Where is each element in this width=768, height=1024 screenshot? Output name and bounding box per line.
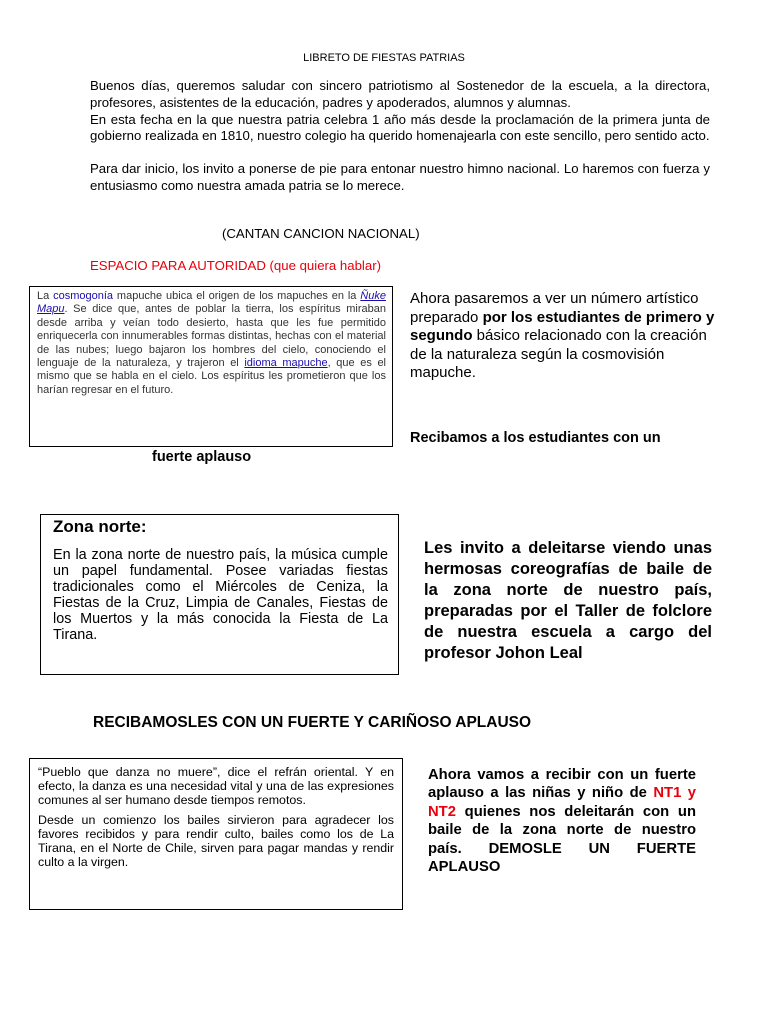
applause-line-2: fuerte aplauso (152, 449, 252, 465)
cosmogony-textbox (29, 286, 393, 447)
right3-text-a: Ahora vamos a recibir con un fuerte aplauso a las niñas y niño de (428, 767, 696, 802)
zona-norte-invitation: Les invito a deleitarse viendo unas hermosas coreografías de baile de la zona norte de nuestro país, preparadas por el Taller de folclore de nuestra escuela a cargo del profesor Johon Leal (424, 539, 712, 662)
box1-text-2: mapuche ubica el origen de los mapuches en la (113, 290, 361, 302)
box1-text-3: . Se dice que, antes de poblar la tierra, los espíritus miraban desde arriba y veían todo desierto, hasta que les fue permitido enriquecerla con innumerables formas distintas, hechas con el material de las nubes; luego bajaron los hombres del cielo, conociendo el lenguaje de la naturaleza, y trajeron el (37, 303, 386, 370)
authority-space-note: ESPACIO PARA AUTORIDAD (que quiera hablar) (90, 258, 381, 273)
applause-line-1: Recibamos a los estudiantes con un (410, 430, 661, 446)
dance-quote-paragraph-2: Desde un comienzo los bailes sirvieron para agradecer los favores recibidos y para rendir culto, bailes como los de La Tirana, en el Norte de Chile, sirven para pagar mandas y rendir culto a la virgen. (38, 813, 394, 869)
intro-date-paragraph: En esta fecha en la que nuestra patria celebra 1 año más desde la proclamación de la primera junta de gobierno realizada en 1810, nuestro colegio ha querido homenajearla con este sencillo, pero sentido acto. (90, 111, 710, 144)
mapuche-performance-intro (410, 290, 720, 383)
box1-text-4: , que es el mismo que se habla en el cielo. Los espíritus les prometieron que los harían regresar en el futuro. (37, 357, 387, 396)
right3-text-b: quienes nos deleitarán con un baile de la zona norte de nuestro país. DEMOSLE UN FUERTE APLAUSO (428, 803, 696, 876)
applause-heading: RECIBAMOSLES CON UN FUERTE Y CARIÑOSO APLAUSO (93, 714, 532, 731)
cosmogonia-link[interactable]: cosmogonía (53, 290, 114, 302)
zona-norte-heading: Zona norte: (53, 517, 147, 536)
right1-text-a: Ahora pasaremos a ver un número artístico preparado (410, 290, 699, 326)
nuke-mapu-link[interactable]: Ñuke Mapu (37, 290, 386, 316)
zona-norte-textbox (40, 514, 399, 675)
dance-quote-paragraph-1: “Pueblo que danza no muere”, dice el refrán oriental. Y en efecto, la danza es una necesidad vital y una de las expresiones comunes al ser humano desde tiempos remotos. (38, 765, 394, 807)
nt-performance-intro (428, 766, 696, 876)
intro-greeting: Buenos días, queremos saludar con sincero patriotismo al Sostenedor de la escuela, a la directora, profesores, asistentes de la educación, padres y apoderados, alumnos y alumnas. (90, 78, 710, 110)
dance-quote-textbox (29, 758, 403, 910)
right1-text-c: básico relacionado con la creación de la naturaleza según la cosmovisión mapuche. (410, 327, 707, 381)
anthem-stage-direction: (CANTAN CANCION NACIONAL) (222, 226, 420, 241)
right1-students: por los estudiantes de primero y segundo (410, 308, 715, 344)
zona-norte-body: En la zona norte de nuestro país, la música cumple un papel fundamental. Posee variadas fiestas tradicionales como el Miércoles de Ceniza, la Fiestas de la Cruz, Limpia de Canales, Fiestas de los Muertos y la más conocida la Fiesta de La Tirana. (53, 547, 388, 643)
intro-text (90, 78, 710, 195)
nt-groups: NT1 y NT2 (428, 785, 696, 820)
document-title: LIBRETO DE FIESTAS PATRIAS (303, 52, 465, 64)
idioma-mapuche-link[interactable]: idioma mapuche (244, 357, 328, 370)
intro-anthem-paragraph: Para dar inicio, los invito a ponerse de pie para entonar nuestro himno nacional. Lo haremos con fuerza y entusiasmo como nuestra amada patria se lo merece. (90, 161, 710, 193)
box1-text-1: La (37, 290, 54, 302)
